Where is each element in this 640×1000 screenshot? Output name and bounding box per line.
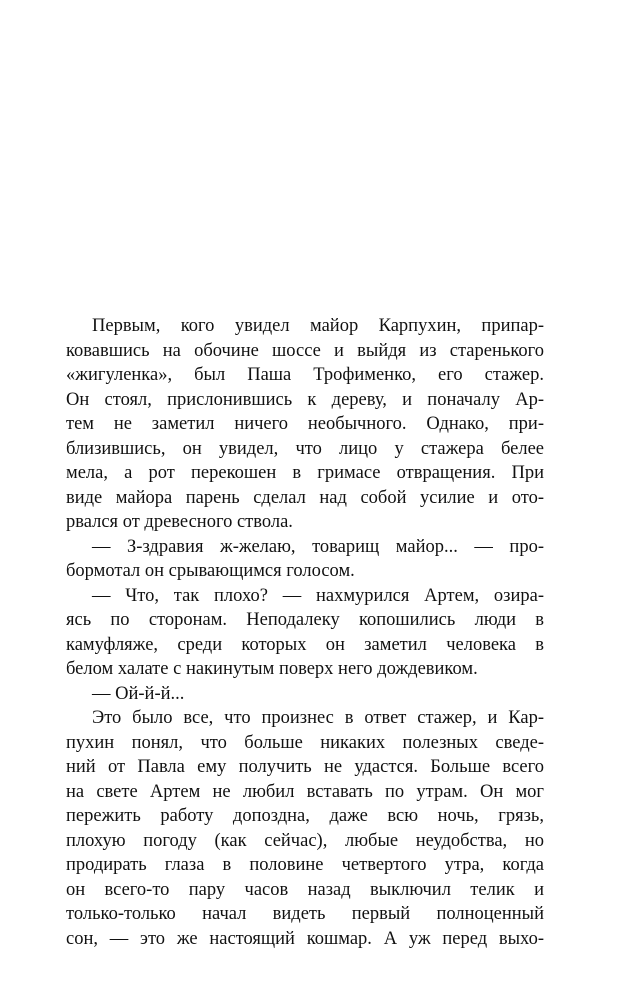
text-line: на свете Артем не любил вставать по утрам. Он мог (66, 781, 544, 802)
text-line: пухин понял, что больше никаких полезных сведе- (66, 732, 544, 753)
text-line: он всего-то пару часов назад выключил телик и (66, 879, 544, 900)
text-line: сон, — это же настоящий кошмар. А уж перед выхо- (66, 928, 544, 949)
text-line: тем не заметил ничего необычного. Однако, при- (66, 414, 544, 434)
text-line: рвался от древесного ствола. (66, 512, 293, 532)
text-line: мела, а рот перекошен в гримасе отвращения. При (66, 463, 544, 483)
text-line: виде майора парень сделал над собой усилие и ото- (66, 487, 544, 508)
text-line: пережить работу допоздна, даже всю ночь, грязь, (66, 806, 544, 826)
paragraph-question (66, 584, 544, 682)
book-page-text (66, 314, 544, 951)
text-line: только-только начал видеть первый полноценный (66, 904, 544, 924)
paragraph-exclamation (66, 682, 544, 707)
text-line: близившись, он увидел, что лицо у стажера белее (66, 438, 544, 459)
text-line: Он стоял, прислонившись к дереву, и поначалу Ар- (66, 389, 544, 410)
text-line: ний от Павла ему получить не удастся. Больше всего (66, 757, 544, 777)
text-line: бормотал он срывающимся голосом. (66, 561, 355, 581)
text-line: камуфляже, среди которых он заметил человека в (66, 634, 544, 655)
text-line: — Ой-й-й... (92, 683, 185, 704)
text-line: — Что, так плохо? — нахмурился Артем, озира- (92, 585, 544, 606)
text-line: плохую погоду (как сейчас), любые неудобства, но (66, 830, 544, 851)
text-line: ковавшись на обочине шоссе и выйдя из старенького (66, 340, 544, 361)
text-line: — З-здравия ж-желаю, товарищ майор... — про- (92, 536, 544, 557)
text-line: продирать глаза в половине четвертого утра, когда (66, 855, 544, 875)
text-line: «жигуленка», был Паша Трофименко, его стажер. (66, 365, 544, 385)
paragraph-arrival (66, 314, 544, 535)
paragraph-narration (66, 706, 544, 951)
text-line: Первым, кого увидел майор Карпухин, припар- (92, 316, 544, 336)
text-line: ясь по сторонам. Неподалеку копошились люди в (66, 610, 544, 630)
text-line: Это было все, что произнес в ответ стажер, и Кар- (92, 708, 544, 728)
paragraph-greeting (66, 535, 544, 584)
text-line: белом халате с накинутым поверх него дождевиком. (66, 659, 478, 679)
